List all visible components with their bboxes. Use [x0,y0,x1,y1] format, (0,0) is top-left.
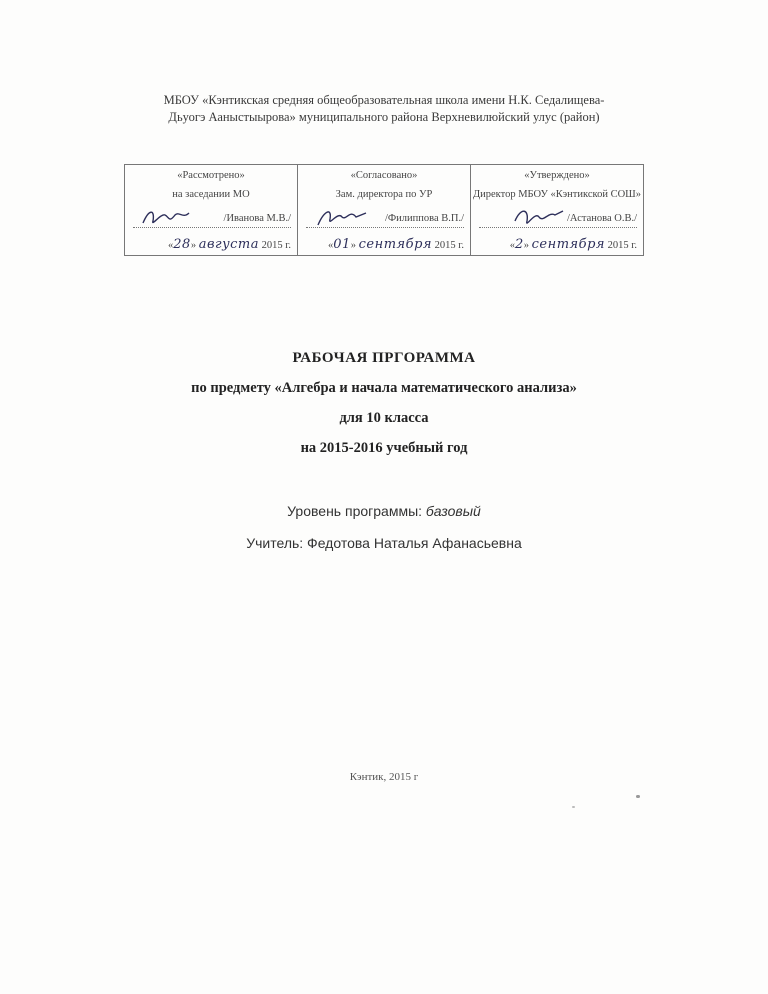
date-day: 2 [515,237,524,252]
program-level-value: базовый [425,503,481,519]
approval-col-agreed [297,165,470,255]
approval-role: на заседании МО [172,189,250,200]
teacher-name: Учитель: Федотова Наталья Афанасьевна [246,535,522,551]
signer-line [479,213,637,228]
approval-col-reviewed [125,165,297,255]
document-subject: по предмету «Алгебра и начала математического анализа» [191,380,577,396]
footer-place-year: Кэнтик, 2015 г [349,771,419,783]
school-name-line1: МБОУ «Кэнтикская средняя общеобразовательная школа имени Н.К. Седалищева- [163,93,605,107]
scan-speck [572,806,575,808]
date-day: 28 [173,237,191,252]
date-month: сентября [531,237,605,252]
approval-date: «01» сентября 2015 г. [327,237,464,252]
school-name-line2: Дьуогэ Ааныстыырова» муниципального района Верхневилюйский улус (район) [168,110,600,124]
approval-heading: «Утверждено» [524,170,590,181]
approval-heading: «Согласовано» [350,170,418,181]
scan-speck [636,795,640,798]
program-level-label: Уровень программы: [287,503,423,519]
approval-role: Директор МБОУ «Кэнтикской СОШ» [472,189,641,200]
approval-heading: «Рассмотрено» [177,170,245,181]
approval-date: «2» сентября 2015 г. [509,237,637,252]
signer-name: /Иванова М.В./ [223,213,291,224]
approval-table [124,164,644,256]
date-year: 2015 г. [607,240,637,251]
signer-line [306,213,464,228]
date-year: 2015 г. [434,240,464,251]
document-year: на 2015-2016 учебный год [300,440,468,456]
program-info [0,503,768,567]
signer-name: /Астанова О.В./ [566,213,637,224]
date-day: 01 [333,237,351,252]
document-grade: для 10 класса [339,410,429,426]
approval-date: «28» августа 2015 г. [168,237,291,252]
approval-role: Зам. директора по УР [335,189,433,200]
document-title: РАБОЧАЯ ПРГОРАММА [292,350,476,366]
school-name [0,92,768,126]
date-year: 2015 г. [261,240,291,251]
signer-name: /Филиппова В.П./ [384,213,464,224]
approval-col-approved [470,165,643,255]
signer-line [133,213,291,228]
document-title-block [0,350,768,470]
program-level [0,503,768,519]
date-month: августа [198,237,259,252]
date-month: сентября [358,237,432,252]
